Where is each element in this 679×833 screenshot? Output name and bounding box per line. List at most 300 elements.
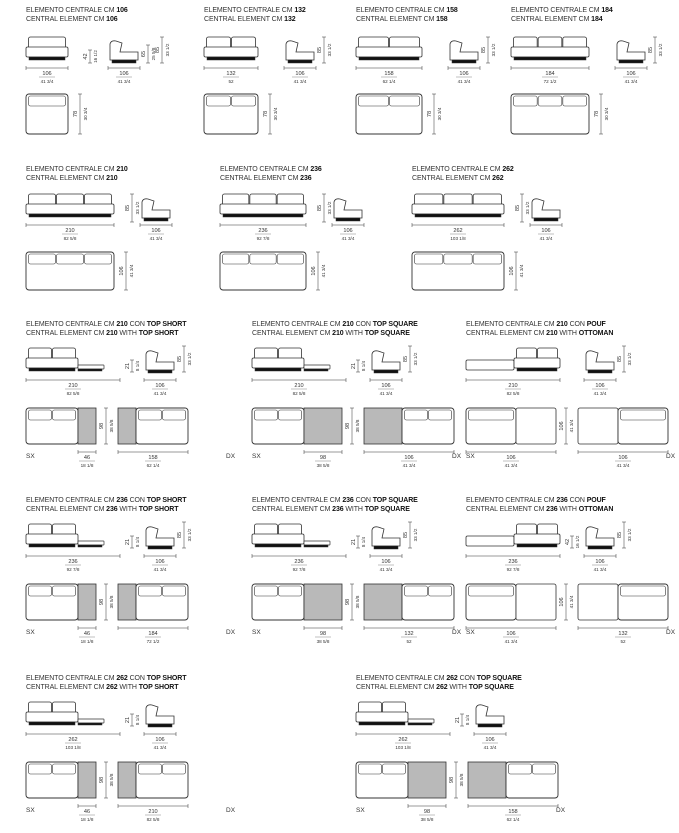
top-plan xyxy=(118,584,136,620)
dim-cm: 106 xyxy=(595,383,605,389)
dim-inch: 41 3/4 xyxy=(457,79,471,84)
main-width-dim xyxy=(364,450,454,468)
dim-cm: 85 xyxy=(177,531,183,539)
dim-cm: 106 xyxy=(559,597,565,607)
dim-inch: 82 5/8 xyxy=(292,391,306,396)
front-width-dim xyxy=(26,554,120,572)
dim-inch: 41 3/4 xyxy=(519,264,524,278)
side-plinth xyxy=(619,60,643,63)
base-plinth xyxy=(29,214,111,217)
seat-base xyxy=(26,358,78,368)
dim-cm: 106 xyxy=(381,383,391,389)
dim-inch: 8 1/4 xyxy=(361,360,366,372)
dim-cm: 106 xyxy=(295,71,305,77)
front-height-dim xyxy=(565,535,580,548)
side-profile xyxy=(372,527,400,546)
module-c262 xyxy=(412,194,562,290)
dim-inch: 41 3/4 xyxy=(293,79,307,84)
plan-back-cushion xyxy=(390,96,420,106)
side-depth-dim xyxy=(144,554,176,572)
top-plinth xyxy=(408,723,432,725)
header-title: ELEMENTO CENTRALE CM 132 xyxy=(204,7,306,14)
plan-depth-dim xyxy=(99,762,114,798)
dim-cm: 106 xyxy=(506,631,516,637)
plan-back-cushion xyxy=(359,764,382,774)
dim-inch: 33 1/2 xyxy=(627,352,632,366)
header-subtitle: CENTRAL ELEMENT CM 262 WITH TOP SQUARE xyxy=(356,684,514,691)
side-depth-dim xyxy=(140,223,172,241)
plan-view xyxy=(511,94,589,134)
dim-inch: 52 xyxy=(406,639,412,644)
module-c158 xyxy=(356,37,496,134)
pouf-plan xyxy=(578,584,618,620)
dim-cm: 106 xyxy=(485,737,495,743)
dim-cm: 106 xyxy=(119,71,129,77)
dim-inch: 41 3/4 xyxy=(539,236,553,241)
side-height-dim xyxy=(648,37,663,63)
dim-cm: 132 xyxy=(226,71,236,77)
header-subtitle: CENTRAL ELEMENT CM 236 xyxy=(220,175,312,182)
side-height-dim xyxy=(141,45,156,63)
side-plinth xyxy=(144,218,168,221)
dim-cm: 65 xyxy=(141,50,147,58)
dim-cm: 106 xyxy=(381,559,391,565)
plan-back-cushion xyxy=(139,410,162,420)
plan-sx xyxy=(356,762,408,798)
top-plan xyxy=(78,762,96,798)
dim-cm: 106 xyxy=(404,455,414,461)
plan-sx xyxy=(26,762,78,798)
dim-cm: 106 xyxy=(541,228,551,234)
dim-inch: 41 3/4 xyxy=(40,79,54,84)
side-depth-dim xyxy=(144,378,176,396)
plan-depth-dim xyxy=(427,94,442,134)
dim-cm: 85 xyxy=(648,46,654,54)
dim-inch: 41 3/4 xyxy=(569,419,574,433)
plan-view xyxy=(26,94,68,134)
dim-inch: 38 5/8 xyxy=(355,419,360,433)
top-width-dim xyxy=(78,450,96,468)
label-dx: DX xyxy=(226,629,236,636)
dim-inch: 8 1/4 xyxy=(465,714,470,726)
side-profile xyxy=(334,199,362,218)
dim-inch: 38 5/8 xyxy=(109,773,114,787)
dim-inch: 41 3/4 xyxy=(379,567,393,572)
dim-cm: 98 xyxy=(99,776,105,784)
dim-cm: 98 xyxy=(99,598,105,606)
dim-inch: 38 5/8 xyxy=(316,463,330,468)
front-height-dim xyxy=(125,360,140,372)
seat-base xyxy=(26,47,68,57)
side-profile xyxy=(532,199,560,218)
header-title: ELEMENTO CENTRALE CM 236 xyxy=(220,166,322,173)
plan-width-dim xyxy=(578,626,668,644)
dim-cm: 78 xyxy=(73,110,79,118)
side-plinth xyxy=(148,370,172,373)
top-extension xyxy=(304,365,330,369)
dim-inch: 41 3/4 xyxy=(504,639,518,644)
plan-back-cushion xyxy=(444,254,472,264)
side-height-dim xyxy=(125,194,140,222)
side-depth-dim xyxy=(448,66,480,84)
plan-back-cushion xyxy=(29,96,66,106)
dim-cm: 46 xyxy=(83,455,91,461)
dim-cm: 85 xyxy=(515,204,521,212)
plan-back-cushion xyxy=(538,96,562,106)
base-plinth xyxy=(517,368,557,371)
dim-inch: 82 5/8 xyxy=(146,817,160,822)
top-plan xyxy=(78,584,96,620)
header-subtitle: CENTRAL ELEMENT CM 262 xyxy=(412,175,504,182)
front-height-dim xyxy=(351,360,366,372)
dim-inch: 41 3/4 xyxy=(117,79,131,84)
dim-cm: 21 xyxy=(125,362,131,370)
header-subtitle: CENTRAL ELEMENT CM 236 WITH TOP SQUARE xyxy=(252,506,410,513)
top-extension xyxy=(78,541,104,545)
plan-sx xyxy=(466,584,516,620)
header-subtitle: CENTRAL ELEMENT CM 236 WITH TOP SHORT xyxy=(26,506,179,513)
dim-inch: 18 1/8 xyxy=(80,639,94,644)
plan-depth-dim xyxy=(449,762,464,798)
plan-width-dim xyxy=(578,450,668,468)
plan-sx xyxy=(466,408,516,444)
side-height-dim xyxy=(317,194,332,222)
side-plinth xyxy=(112,60,136,63)
base-plinth xyxy=(29,722,75,725)
plan-back-cushion xyxy=(514,96,538,106)
dim-cm: 46 xyxy=(83,809,91,815)
dim-cm: 98 xyxy=(319,455,327,461)
dim-inch: 18 1/8 xyxy=(80,463,94,468)
plan-depth-dim xyxy=(345,408,360,444)
dim-inch: 33 1/2 xyxy=(658,43,663,57)
plan-dx xyxy=(402,584,454,620)
top-plan xyxy=(364,584,402,620)
top-plinth xyxy=(304,369,328,371)
plan-back-cushion xyxy=(509,764,532,774)
dim-cm: 106 xyxy=(151,228,161,234)
plan-depth-dim xyxy=(345,584,360,620)
front-width-dim xyxy=(412,223,504,241)
dim-cm: 85 xyxy=(403,355,409,363)
top-plan xyxy=(468,762,506,798)
dim-inch: 41 3/4 xyxy=(402,463,416,468)
header-title: ELEMENTO CENTRALE CM 184 xyxy=(511,7,613,14)
top-extension xyxy=(78,365,104,369)
plan-back-cushion xyxy=(469,586,514,596)
dim-inch: 33 1/2 xyxy=(525,201,530,215)
top-plinth xyxy=(78,369,102,371)
module-c236tq xyxy=(252,522,462,644)
side-height-dim xyxy=(177,522,192,548)
side-profile xyxy=(450,41,478,60)
dim-inch: 41 3/4 xyxy=(593,567,607,572)
dim-inch: 41 3/4 xyxy=(593,391,607,396)
top-plan xyxy=(304,584,342,620)
dim-cm: 85 xyxy=(481,46,487,54)
top-plan xyxy=(304,408,342,444)
base-plinth xyxy=(223,214,303,217)
seat-base xyxy=(204,47,258,57)
front-height-dim xyxy=(83,50,98,63)
side-plinth xyxy=(288,60,312,63)
dim-cm: 106 xyxy=(343,228,353,234)
plan-back-cushion xyxy=(255,586,278,596)
plan-dx xyxy=(402,408,454,444)
dim-inch: 33 1/2 xyxy=(627,528,632,542)
dim-inch: 52 xyxy=(228,79,234,84)
dim-inch: 41 3/4 xyxy=(321,264,326,278)
dim-inch: 33 1/2 xyxy=(187,352,192,366)
plan-back-cushion xyxy=(163,764,186,774)
dim-cm: 106 xyxy=(626,71,636,77)
dim-cm: 106 xyxy=(459,71,469,77)
front-height-dim xyxy=(125,536,140,548)
header-title: ELEMENTO CENTRALE CM 210 CON POUF xyxy=(466,321,606,328)
label-sx: SX xyxy=(356,807,365,814)
dim-inch: 38 5/8 xyxy=(420,817,434,822)
header-subtitle: CENTRAL ELEMENT CM 210 WITH TOP SQUARE xyxy=(252,330,410,337)
side-plinth xyxy=(374,546,398,549)
plan-back-cushion xyxy=(563,96,587,106)
dim-cm: 106 xyxy=(618,455,628,461)
plan-back-cushion xyxy=(207,96,231,106)
dim-inch: 33 1/2 xyxy=(413,352,418,366)
dim-inch: 8 1/4 xyxy=(135,714,140,726)
plan-back-cushion xyxy=(163,586,186,596)
side-height-dim xyxy=(403,346,418,372)
module-c236 xyxy=(220,194,364,290)
label-dx: DX xyxy=(666,629,676,636)
base-plinth xyxy=(415,214,501,217)
dim-inch: 33 1/2 xyxy=(491,43,496,57)
plan-dx xyxy=(506,762,558,798)
dim-cm: 42 xyxy=(565,538,571,546)
label-dx: DX xyxy=(452,629,462,636)
side-profile xyxy=(146,705,174,724)
top-plan xyxy=(78,408,96,444)
plan-back-cushion xyxy=(29,410,52,420)
dim-inch: 72 1/2 xyxy=(543,79,557,84)
dim-cm: 85 xyxy=(403,531,409,539)
plan-back-cushion xyxy=(29,586,52,596)
plan-back-cushion xyxy=(29,254,56,264)
dim-cm: 85 xyxy=(317,46,323,54)
side-depth-dim xyxy=(108,66,140,84)
side-plinth xyxy=(534,218,558,221)
dim-cm: 78 xyxy=(427,110,433,118)
front-width-dim xyxy=(26,66,68,84)
front-width-dim xyxy=(26,378,120,396)
dim-inch: 62 1/4 xyxy=(382,79,396,84)
dim-cm: 262 xyxy=(398,737,408,743)
plan-dx xyxy=(136,762,188,798)
pouf-plan xyxy=(516,408,556,444)
header-subtitle: CENTRAL ELEMENT CM 132 xyxy=(204,16,296,23)
side-profile xyxy=(586,351,614,370)
header-subtitle: CENTRAL ELEMENT CM 106 xyxy=(26,16,118,23)
dim-cm: 106 xyxy=(506,455,516,461)
plan-back-cushion xyxy=(277,254,303,264)
dim-inch: 41 3/4 xyxy=(379,391,393,396)
label-sx: SX xyxy=(466,629,475,636)
module-c236ts xyxy=(26,522,236,644)
module-c106 xyxy=(26,37,170,134)
plan-sx xyxy=(26,584,78,620)
plan-back-cushion xyxy=(383,764,406,774)
dim-inch: 8 1/4 xyxy=(135,360,140,372)
front-height-dim xyxy=(455,714,470,726)
dim-cm: 210 xyxy=(148,809,158,815)
seat-base xyxy=(252,358,304,368)
plan-view xyxy=(220,252,306,290)
label-sx: SX xyxy=(466,453,475,460)
pouf-elevation xyxy=(466,360,514,370)
dim-cm: 85 xyxy=(125,204,131,212)
dim-cm: 210 xyxy=(294,383,304,389)
dim-cm: 46 xyxy=(83,631,91,637)
plan-dx xyxy=(136,584,188,620)
module-c262ts xyxy=(26,702,236,822)
dim-inch: 16 1/2 xyxy=(575,535,580,549)
dim-cm: 262 xyxy=(453,228,463,234)
main-width-dim xyxy=(118,804,188,822)
base-plinth xyxy=(517,544,557,547)
plan-back-cushion xyxy=(469,410,514,420)
dim-inch: 92 7/8 xyxy=(292,567,306,572)
dim-inch: 41 3/4 xyxy=(616,463,630,468)
side-plinth xyxy=(148,724,172,727)
seat-base xyxy=(514,534,560,544)
label-sx: SX xyxy=(252,453,261,460)
front-width-dim xyxy=(356,732,450,750)
top-width-dim xyxy=(304,626,342,644)
seat-base xyxy=(252,534,304,544)
plan-width-dim xyxy=(466,626,556,644)
label-sx: SX xyxy=(252,629,261,636)
front-width-dim xyxy=(356,66,422,84)
dim-inch: 103 1/8 xyxy=(395,745,411,750)
dim-inch: 33 1/2 xyxy=(135,201,140,215)
base-plinth xyxy=(29,57,65,60)
dim-cm: 210 xyxy=(508,383,518,389)
seat-base xyxy=(26,534,78,544)
plan-back-cushion xyxy=(473,254,501,264)
dim-inch: 30 3/4 xyxy=(273,107,278,121)
side-plinth xyxy=(478,724,502,727)
header-subtitle: CENTRAL ELEMENT CM 210 WITH TOP SHORT xyxy=(26,330,179,337)
seat-base xyxy=(26,712,78,722)
side-plinth xyxy=(588,546,612,549)
plan-depth-dim xyxy=(311,252,326,290)
side-height-dim xyxy=(177,346,192,372)
dim-inch: 38 5/8 xyxy=(459,773,464,787)
dim-inch: 41 3/4 xyxy=(569,595,574,609)
plan-back-cushion xyxy=(533,764,556,774)
header-title: ELEMENTO CENTRALE CM 210 CON TOP SQUARE xyxy=(252,321,418,328)
dim-cm: 98 xyxy=(423,809,431,815)
dim-cm: 210 xyxy=(68,383,78,389)
header-title: ELEMENTO CENTRALE CM 210 CON TOP SHORT xyxy=(26,321,187,328)
dim-inch: 33 1/2 xyxy=(165,43,170,57)
dim-cm: 78 xyxy=(594,110,600,118)
label-dx: DX xyxy=(452,453,462,460)
side-depth-dim xyxy=(332,223,364,241)
dim-cm: 21 xyxy=(125,538,131,546)
plan-view xyxy=(26,252,114,290)
dim-cm: 236 xyxy=(508,559,518,565)
side-depth-dim xyxy=(144,732,176,750)
base-plinth xyxy=(207,57,255,60)
module-c210tq xyxy=(252,346,462,468)
dim-cm: 210 xyxy=(65,228,75,234)
dim-inch: 33 1/2 xyxy=(187,528,192,542)
dim-inch: 41 3/4 xyxy=(153,567,167,572)
dim-cm: 98 xyxy=(319,631,327,637)
top-plinth xyxy=(78,723,102,725)
side-plinth xyxy=(374,370,398,373)
label-sx: SX xyxy=(26,629,35,636)
base-plinth xyxy=(255,368,301,371)
dim-inch: 16 1/2 xyxy=(93,50,98,63)
side-profile xyxy=(142,199,170,218)
header-title: ELEMENTO CENTRALE CM 262 CON TOP SHORT xyxy=(26,675,187,682)
plan-dx xyxy=(136,408,188,444)
side-total-height-dim xyxy=(155,37,170,63)
base-plinth xyxy=(514,57,586,60)
module-c236po xyxy=(466,522,676,644)
dim-cm: 158 xyxy=(508,809,518,815)
label-dx: DX xyxy=(226,807,236,814)
plan-back-cushion xyxy=(279,586,302,596)
dim-cm: 184 xyxy=(148,631,158,637)
header-subtitle: CENTRAL ELEMENT CM 236 WITH OTTOMAN xyxy=(466,506,614,513)
pouf-plan xyxy=(578,408,618,444)
dim-cm: 98 xyxy=(345,422,351,430)
base-plinth xyxy=(359,57,419,60)
dim-cm: 132 xyxy=(618,631,628,637)
seat-base xyxy=(220,204,306,214)
front-width-dim xyxy=(204,66,258,84)
dim-cm: 106 xyxy=(42,71,52,77)
header-title: ELEMENTO CENTRALE CM 158 xyxy=(356,7,458,14)
front-width-dim xyxy=(26,223,114,241)
plan-back-cushion xyxy=(53,586,76,596)
module-c210ts xyxy=(26,346,236,468)
plan-back-cushion xyxy=(255,410,278,420)
dim-inch: 92 7/8 xyxy=(66,567,80,572)
top-width-dim xyxy=(78,804,96,822)
plan-dx xyxy=(618,408,668,444)
front-height-dim xyxy=(125,714,140,726)
dim-inch: 62 1/4 xyxy=(506,817,520,822)
top-extension xyxy=(78,719,104,723)
main-width-dim xyxy=(118,626,188,644)
plan-back-cushion xyxy=(29,764,52,774)
dim-inch: 72 1/2 xyxy=(146,639,160,644)
front-width-dim xyxy=(466,378,560,396)
plan-sx xyxy=(26,408,78,444)
dim-inch: 30 3/4 xyxy=(437,107,442,121)
side-plinth xyxy=(148,546,172,549)
dim-inch: 62 1/4 xyxy=(146,463,160,468)
dim-cm: 106 xyxy=(155,559,165,565)
dim-inch: 41 3/4 xyxy=(153,745,167,750)
header-subtitle: CENTRAL ELEMENT CM 210 xyxy=(26,175,118,182)
dim-cm: 78 xyxy=(263,110,269,118)
dim-cm: 106 xyxy=(595,559,605,565)
side-profile xyxy=(286,41,314,60)
